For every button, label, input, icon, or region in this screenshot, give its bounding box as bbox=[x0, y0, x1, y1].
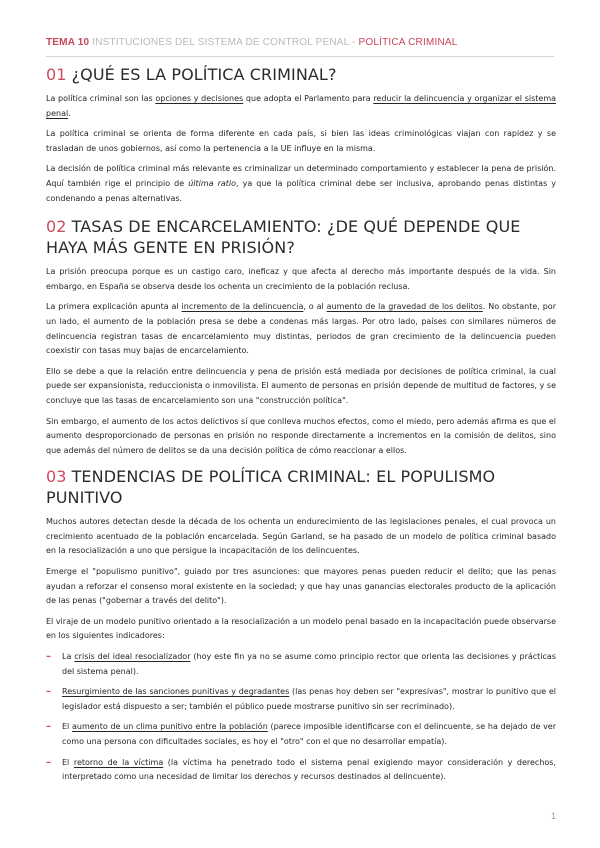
paragraph: Emerge el "populismo punitivo", guiado por tres asunciones: que mayores penas pueden reducir el delito; que las penas ayudan a reforzar el consenso moral existente en la sociedad; y que hay unas ganancias electorales producto de la aplicación de las penas ("gobernar a través del delito"). bbox=[46, 567, 556, 606]
dash-bullet-icon: – bbox=[46, 721, 51, 733]
section-number: 01 bbox=[46, 65, 67, 84]
dash-bullet-icon: – bbox=[46, 651, 51, 663]
list-item-text bbox=[62, 720, 556, 749]
header-divider bbox=[46, 56, 554, 57]
text-run: que adopta el Parlamento para bbox=[243, 94, 374, 103]
list-item bbox=[46, 720, 556, 749]
list-item bbox=[46, 756, 556, 785]
section-title: TASAS DE ENCARCELAMIENTO: ¿DE QUÉ DEPENDE QUE HAYA MÁS GENTE EN PRISIÓN? bbox=[46, 217, 521, 258]
list-item-text bbox=[62, 756, 556, 785]
text-run: (parece imposible identificarse con el delincuente, se ha dejado de ver como una persona con dificultades sociales, es hoy el "otro" con el que no desarrollar empatía). bbox=[62, 722, 557, 746]
paragraph: La política criminal se orienta de forma diferente en cada país, si bien las ideas criminológicas viajan con rapidez y se trasladan de unos gobiernos, así como la pertenencia a la UE influye en la misma. bbox=[46, 129, 556, 153]
paragraph: Ello se debe a que la relación entre delincuencia y pena de prisión está mediada por decisiones de política criminal, la cual puede ser expansionista, reduccionista o inmovilista. El aumento de personas en prisión depende de multitud de factores, y se concluye que las tasas de encarcelamiento son una "construcción política". bbox=[46, 366, 556, 405]
underlined-term: reducir la delincuencia y organizar el sistema penal bbox=[46, 94, 557, 118]
text-run: (las penas hoy deben ser "expresivas", mostrar lo punitivo que el legislador está dispuesto a ser; también el público puede mostrarse punitivo sin ser recriminado). bbox=[62, 687, 556, 711]
section-heading-01 bbox=[46, 64, 556, 85]
italic-term: última ratio bbox=[188, 178, 237, 188]
section-number: 02 bbox=[46, 217, 67, 237]
underlined-term: aumento de un clima punitivo entre la población bbox=[71, 722, 268, 732]
paragraph: El viraje de un modelo punitivo orientado a la resocialización a un modelo penal basado en la incapacitación puede observarse en los siguientes indicadores: bbox=[46, 616, 556, 641]
paragraph: Muchos autores detectan desde la década de los ochenta un endurecimiento de las legislaciones penales, el cual provoca un crecimiento acentuado de la población encarcelada. Según Garland, se ha pasado de un modelo de política criminal basado en la resocialización a uno que persigue la incapacitación de los delincuentes. bbox=[46, 517, 556, 556]
text-run: La decisión de política criminal más relevante es criminalizar un determinado comportamiento y establecer la pena de prisión. Aquí también rige el principio de bbox=[46, 164, 556, 188]
dash-bullet-icon: – bbox=[46, 756, 51, 768]
text-run: , ya que la política criminal debe ser inclusiva, aprobando penas distintas y condenando a penas alternativas. bbox=[46, 178, 557, 203]
underlined-term: retorno de la víctima bbox=[73, 757, 164, 767]
paragraph: La prisión preocupa porque es un castigo caro, ineficaz y que afecta al derecho más importante después de la vida. Sin embargo, en España se observa desde los ochenta un crecimiento de la población reclusa. bbox=[46, 267, 556, 291]
text-run: (la víctima ha penetrado todo el sistema penal exigiendo mayor consideración y derechos, interpretado como una necesidad de limitar los derechos y recursos destinados al delincuente). bbox=[62, 757, 557, 782]
underlined-term: aumento de la gravedad de los delitos bbox=[326, 302, 483, 312]
text-run: La primera explicación apunta al bbox=[46, 302, 182, 312]
section-heading-02 bbox=[46, 216, 556, 258]
section-heading-03 bbox=[46, 466, 556, 508]
underlined-term: Resurgimiento de las sanciones punitivas y degradantes bbox=[62, 687, 290, 697]
list-item-text bbox=[62, 650, 556, 679]
header-topic: POLÍTICA CRIMINAL bbox=[358, 37, 458, 48]
underlined-term: opciones y decisiones bbox=[155, 94, 244, 103]
text-run: El bbox=[62, 722, 72, 732]
text-run: . No obstante, por un lado, el aumento de la población presa se debe a condenas más largas. Por otro lado, países con similares números de delincuencia registran tasas de encarcelamiento muy distintas, periodos de gran crecimiento de la delincuencia pueden coexistir con tasas muy bajas de encarcelamiento. bbox=[46, 302, 556, 356]
text-run: . bbox=[68, 108, 71, 118]
list-item bbox=[46, 685, 556, 714]
section-number: 03 bbox=[46, 467, 67, 487]
list-item-text bbox=[62, 685, 556, 714]
text-run: El bbox=[62, 757, 74, 767]
header-tema: TEMA 10 bbox=[46, 37, 90, 48]
underlined-term: crisis del ideal resocializador bbox=[74, 652, 191, 662]
dash-bullet-icon: – bbox=[46, 686, 51, 698]
text-run: La bbox=[62, 652, 75, 662]
paragraph bbox=[46, 300, 556, 358]
section-title: ¿QUÉ ES LA POLÍTICA CRIMINAL? bbox=[71, 65, 337, 84]
section-title: TENDENCIAS DE POLÍTICA CRIMINAL: EL POPULISMO PUNITIVO bbox=[46, 467, 496, 508]
text-run: , o al bbox=[303, 302, 327, 312]
text-run: (hoy este fin ya no se asume como principio rector que orienta las decisiones y prácticas del sistema penal). bbox=[62, 652, 556, 676]
header-subject: INSTITUCIONES DEL SISTEMA DE CONTROL PENAL - bbox=[92, 37, 359, 48]
page-header bbox=[46, 37, 554, 53]
page-number: 1 bbox=[550, 811, 556, 821]
page-content bbox=[46, 62, 556, 785]
list-item bbox=[46, 650, 556, 679]
paragraph bbox=[46, 92, 556, 121]
text-run: La política criminal son las bbox=[46, 94, 156, 103]
indicator-list bbox=[46, 650, 556, 785]
paragraph: Sin embargo, el aumento de los actos delictivos sí que conlleva muchos efectos, como el miedo, pero además afirma es que el aumento desproporcionado de personas en prisión no responde directamente a incrementos en la comisión de delitos, sino que además del número de delitos se da una decisión política de cómo reaccionar a ellos. bbox=[46, 416, 556, 455]
paragraph bbox=[46, 162, 556, 206]
underlined-term: incremento de la delincuencia bbox=[181, 302, 304, 312]
